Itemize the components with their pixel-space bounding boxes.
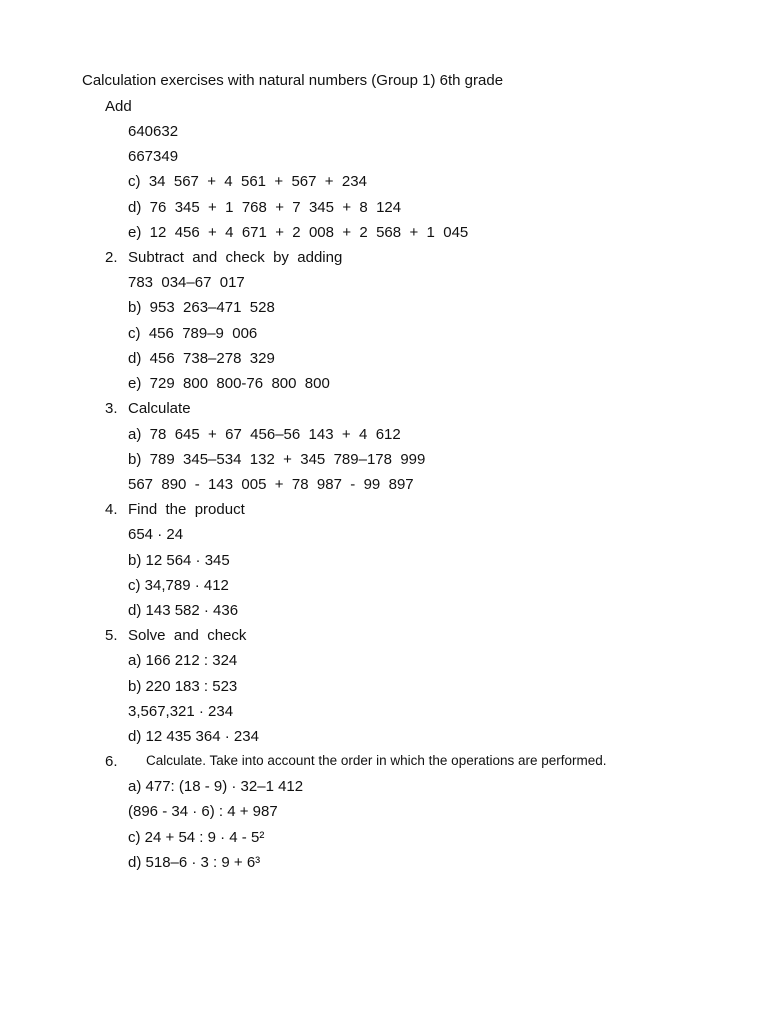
exercise-item: d) 76 345 + 1 768 + 7 345 + 8 124 <box>128 199 402 216</box>
exercise-item: b) 789 345–534 132 + 345 789–178 999 <box>128 451 426 468</box>
section-3-number: 3. <box>105 400 118 417</box>
exercise-item: a) 166 212 : 324 <box>128 652 238 669</box>
exercise-item: d) 143 582 · 436 <box>128 602 239 619</box>
section-2-heading: Subtract and check by adding <box>128 249 343 266</box>
exercise-item: e) 12 456 + 4 671 + 2 008 + 2 568 + 1 045 <box>128 224 469 241</box>
exercise-item: (896 - 34 · 6) : 4 + 987 <box>128 803 278 820</box>
exercise-item: c) 456 789–9 006 <box>128 325 258 342</box>
exercise-item: 567 890 - 143 005 + 78 987 - 99 897 <box>128 476 414 493</box>
page-title: Calculation exercises with natural numbers (Group 1) 6th grade <box>82 72 504 89</box>
section-6-number: 6. <box>105 753 118 770</box>
section-4-heading: Find the product <box>128 501 245 518</box>
exercise-item: b) 953 263–471 528 <box>128 299 275 316</box>
exercise-item: 783 034–67 017 <box>128 274 245 291</box>
exercise-item: c) 34,789 · 412 <box>128 577 229 594</box>
section-4-number: 4. <box>105 501 118 518</box>
exercise-item: 667349 <box>128 148 179 165</box>
section-3-heading: Calculate <box>128 400 191 417</box>
section-5-heading: Solve and check <box>128 627 247 644</box>
exercise-item: c) 34 567 + 4 561 + 567 + 234 <box>128 173 367 190</box>
section-2-number: 2. <box>105 249 118 266</box>
exercise-item: 640632 <box>128 123 179 140</box>
exercise-item: a) 78 645 + 67 456–56 143 + 4 612 <box>128 426 401 443</box>
exercise-item: c) 24 + 54 : 9 · 4 - 5² <box>128 829 265 846</box>
section-6-heading: Calculate. Take into account the order in which the operations are performed. <box>146 753 607 768</box>
exercise-item: d) 456 738–278 329 <box>128 350 275 367</box>
exercise-item: b) 220 183 : 523 <box>128 678 238 695</box>
exercise-item: d) 12 435 364 · 234 <box>128 728 259 745</box>
exercise-item: 3,567,321 · 234 <box>128 703 234 720</box>
exercise-item: 654 · 24 <box>128 526 184 543</box>
exercise-item: a) 477: (18 - 9) · 32–1 412 <box>128 778 304 795</box>
exercise-item: e) 729 800 800-76 800 800 <box>128 375 330 392</box>
exercise-item: d) 518–6 · 3 : 9 + 6³ <box>128 854 261 871</box>
section-1-heading: Add <box>105 98 132 115</box>
exercise-item: b) 12 564 · 345 <box>128 552 230 569</box>
section-5-number: 5. <box>105 627 118 644</box>
